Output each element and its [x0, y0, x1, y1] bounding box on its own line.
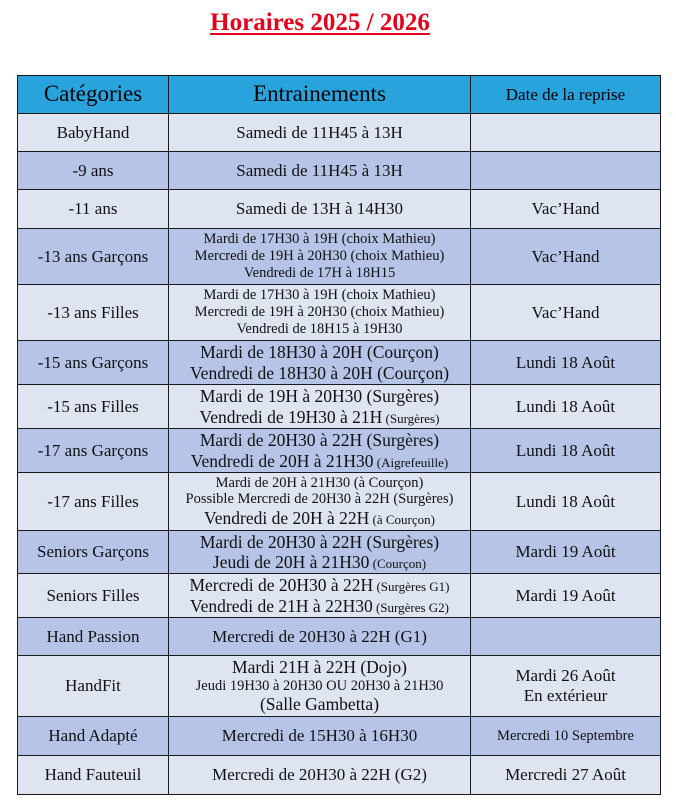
- schedule-line: Possible Mercredi de 20H30 à 22H (Surgères): [185, 491, 454, 508]
- table-header-row: [18, 76, 661, 114]
- schedule-line: Mercredi de 15H30 à 16H30: [221, 726, 418, 746]
- reprise-date: Vac’Hand: [531, 199, 600, 219]
- page-title: Horaires 2025 / 2026: [210, 9, 430, 36]
- schedule-line: Samedi de 11H45 à 13H: [236, 122, 403, 142]
- schedule-cell: [169, 717, 471, 756]
- header-reprise: Date de la reprise: [471, 76, 661, 114]
- schedule-line: Vendredi de 19H30 à 21H (Surgères): [199, 406, 440, 427]
- reprise-date: Mercredi 27 Août: [505, 765, 626, 785]
- schedule-line: Vendredi de 21H à 22H30 (Surgères G2): [189, 595, 450, 616]
- table-row: [18, 190, 661, 229]
- schedule-line: Vendredi de 17H à 18H15: [243, 264, 396, 281]
- reprise-cell: [471, 152, 661, 190]
- schedule-cell: [169, 574, 471, 618]
- reprise-cell: [471, 656, 661, 717]
- reprise-date: Lundi 18 Août: [515, 440, 616, 460]
- schedule-location: (Surgères): [382, 410, 440, 426]
- schedule-line: Samedi de 13H à 14H30: [235, 199, 404, 219]
- schedule-cell: [169, 114, 471, 152]
- category-cell: Seniors Filles: [18, 574, 169, 618]
- category-cell: Hand Passion: [18, 618, 169, 656]
- schedule-cell: [169, 341, 471, 385]
- category-cell: -9 ans: [18, 152, 169, 190]
- reprise-date: Mardi 19 Août: [515, 585, 616, 605]
- schedule-line: Jeudi 19H30 à 20H30 OU 20H30 à 21H30: [195, 677, 444, 694]
- schedule-line: Vendredi de 18H30 à 20H (Courçon): [189, 362, 450, 383]
- schedule-location: (Surgères G2): [372, 599, 450, 615]
- reprise-date: Mercredi 10 Septembre: [497, 727, 634, 744]
- schedule-line: Mercredi de 19H à 20H30 (choix Mathieu): [194, 248, 445, 265]
- reprise-cell: [471, 341, 661, 385]
- schedule-cell: [169, 531, 471, 574]
- schedule-line: Mercredi de 20H30 à 22H (G2): [212, 765, 427, 785]
- reprise-cell: [471, 285, 661, 341]
- reprise-cell: [471, 114, 661, 152]
- schedule-line: Mardi de 20H à 21H30 (à Courçon): [215, 474, 424, 491]
- reprise-date: Mardi 19 Août: [515, 542, 616, 562]
- schedule-line: Vendredi de 18H15 à 19H30: [236, 320, 403, 337]
- schedule-location: (Aigrefeuille): [373, 454, 449, 470]
- reprise-date: Lundi 18 Août: [515, 352, 616, 372]
- reprise-date: Lundi 18 Août: [515, 396, 616, 416]
- category-cell: Hand Adapté: [18, 717, 169, 756]
- category-cell: Hand Fauteuil: [18, 756, 169, 795]
- table-row: [18, 114, 661, 152]
- reprise-cell: [471, 190, 661, 229]
- reprise-cell: [471, 229, 661, 285]
- schedule-line: (Salle Gambetta): [259, 694, 380, 715]
- reprise-cell: [471, 531, 661, 574]
- table-row: [18, 756, 661, 795]
- table-row: [18, 618, 661, 656]
- reprise-cell: [471, 429, 661, 473]
- category-cell: -17 ans Garçons: [18, 429, 169, 473]
- category-cell: -15 ans Garçons: [18, 341, 169, 385]
- schedule-line: Vendredi de 20H à 21H30 (Aigrefeuille): [190, 450, 449, 471]
- schedule-line: Mercredi de 20H30 à 22H (Surgères G1): [189, 575, 450, 596]
- schedule-cell: [169, 473, 471, 531]
- schedule-cell: [169, 618, 471, 656]
- table-row: [18, 473, 661, 531]
- table-row: [18, 385, 661, 429]
- schedule-cell: [169, 429, 471, 473]
- schedule-line: Mercredi de 19H à 20H30 (choix Mathieu): [194, 304, 445, 321]
- schedule-line: Vendredi de 20H à 22H (à Courçon): [204, 508, 435, 529]
- reprise-cell: [471, 717, 661, 756]
- reprise-date: Vac’Hand: [531, 246, 600, 266]
- schedule-line: Mardi de 20H30 à 22H (Surgères): [199, 531, 440, 552]
- table-row: [18, 285, 661, 341]
- schedule-line: Jeudi de 20H à 21H30 (Courçon): [212, 552, 427, 572]
- reprise-cell: [471, 473, 661, 531]
- schedule-line: Mardi de 18H30 à 20H (Courçon): [200, 342, 439, 363]
- schedule-location: (à Courçon): [369, 512, 435, 528]
- schedule-table: [17, 75, 661, 795]
- category-cell: -13 ans Filles: [18, 285, 169, 341]
- reprise-date: Vac’Hand: [531, 302, 600, 322]
- schedule-cell: [169, 190, 471, 229]
- reprise-cell: [471, 756, 661, 795]
- schedule-line: Samedi de 11H45 à 13H: [236, 160, 403, 180]
- reprise-cell: [471, 574, 661, 618]
- reprise-date: En extérieur: [523, 686, 608, 705]
- schedule-cell: [169, 285, 471, 341]
- schedule-line: Mardi 21H à 22H (Dojo): [232, 657, 407, 678]
- schedule-cell: [169, 385, 471, 429]
- schedule-location: (Courçon): [369, 556, 427, 571]
- reprise-date: Lundi 18 Août: [515, 491, 616, 511]
- schedule-line: Mardi de 20H30 à 22H (Surgères): [199, 430, 440, 451]
- category-cell: -13 ans Garçons: [18, 229, 169, 285]
- category-cell: Seniors Garçons: [18, 531, 169, 574]
- reprise-date: Mardi 26 Août: [515, 666, 616, 686]
- table-row: [18, 656, 661, 717]
- schedule-cell: [169, 756, 471, 795]
- schedule-cell: [169, 229, 471, 285]
- category-cell: BabyHand: [18, 114, 169, 152]
- category-cell: HandFit: [18, 656, 169, 717]
- schedule-line: Mardi de 17H30 à 19H (choix Mathieu): [203, 287, 436, 304]
- table-row: [18, 229, 661, 285]
- reprise-cell: [471, 385, 661, 429]
- table-row: [18, 574, 661, 618]
- category-cell: -11 ans: [18, 190, 169, 229]
- schedule-cell: [169, 656, 471, 717]
- table-row: [18, 717, 661, 756]
- header-categories: Catégories: [18, 76, 169, 114]
- schedule-line: Mardi de 19H à 20H30 (Surgères): [199, 386, 440, 407]
- category-cell: -17 ans Filles: [18, 473, 169, 531]
- table-row: [18, 531, 661, 574]
- schedule-location: (Surgères G1): [373, 579, 450, 595]
- category-cell: -15 ans Filles: [18, 385, 169, 429]
- schedule-line: Mardi de 17H30 à 19H (choix Mathieu): [203, 231, 436, 248]
- table-row: [18, 341, 661, 385]
- schedule-line: Mercredi de 20H30 à 22H (G1): [212, 626, 427, 646]
- table-row: [18, 429, 661, 473]
- table-row: [18, 152, 661, 190]
- reprise-cell: [471, 618, 661, 656]
- header-entrainements: Entrainements: [169, 76, 471, 114]
- schedule-cell: [169, 152, 471, 190]
